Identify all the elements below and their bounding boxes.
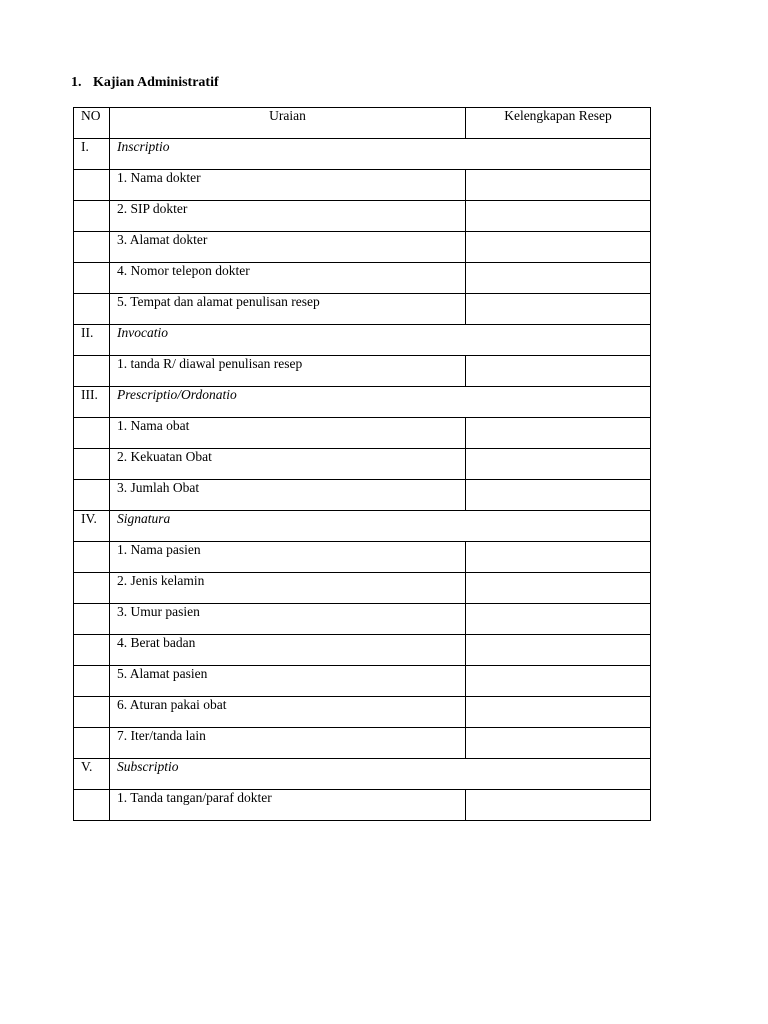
row-kelengkapan-cell[interactable]	[466, 356, 651, 387]
table-row	[74, 263, 651, 294]
section-number: V.	[74, 759, 110, 790]
table-row	[74, 356, 651, 387]
row-uraian-cell: 2. Kekuatan Obat	[110, 449, 466, 480]
section-heading	[71, 75, 219, 91]
table-row	[74, 604, 651, 635]
row-kelengkapan-cell[interactable]	[466, 573, 651, 604]
section-number: II.	[74, 325, 110, 356]
table-row	[74, 542, 651, 573]
header-kelengkapan-resep: Kelengkapan Resep	[466, 108, 651, 139]
row-kelengkapan-cell[interactable]	[466, 294, 651, 325]
row-kelengkapan-cell[interactable]	[466, 449, 651, 480]
table-row	[74, 201, 651, 232]
row-kelengkapan-cell[interactable]	[466, 170, 651, 201]
row-uraian-cell: 4. Berat badan	[110, 635, 466, 666]
row-kelengkapan-cell[interactable]	[466, 728, 651, 759]
row-no-cell	[74, 356, 110, 387]
table-row	[74, 573, 651, 604]
row-uraian-cell: 3. Umur pasien	[110, 604, 466, 635]
section-number: I.	[74, 139, 110, 170]
table-row	[74, 728, 651, 759]
row-uraian-cell: 1. Nama obat	[110, 418, 466, 449]
row-no-cell	[74, 480, 110, 511]
row-uraian-cell: 3. Jumlah Obat	[110, 480, 466, 511]
row-no-cell	[74, 604, 110, 635]
row-no-cell	[74, 573, 110, 604]
table-row	[74, 790, 651, 821]
row-uraian-cell: 1. tanda R/ diawal penulisan resep	[110, 356, 466, 387]
kajian-administratif-table	[73, 107, 651, 821]
table-body	[74, 139, 651, 821]
row-kelengkapan-cell[interactable]	[466, 480, 651, 511]
header-uraian: Uraian	[110, 108, 466, 139]
row-kelengkapan-cell[interactable]	[466, 263, 651, 294]
section-row	[74, 387, 651, 418]
row-no-cell	[74, 666, 110, 697]
table-row	[74, 449, 651, 480]
row-uraian-cell: 2. Jenis kelamin	[110, 573, 466, 604]
row-kelengkapan-cell[interactable]	[466, 790, 651, 821]
row-no-cell	[74, 728, 110, 759]
row-uraian-cell: 6. Aturan pakai obat	[110, 697, 466, 728]
row-kelengkapan-cell[interactable]	[466, 697, 651, 728]
section-title: Signatura	[110, 511, 651, 542]
table-header-row	[74, 108, 651, 139]
row-kelengkapan-cell[interactable]	[466, 232, 651, 263]
row-kelengkapan-cell[interactable]	[466, 635, 651, 666]
section-row	[74, 759, 651, 790]
section-heading-title: Kajian Administratif	[93, 75, 219, 90]
row-uraian-cell: 2. SIP dokter	[110, 201, 466, 232]
row-uraian-cell: 4. Nomor telepon dokter	[110, 263, 466, 294]
section-title: Prescriptio/Ordonatio	[110, 387, 651, 418]
row-uraian-cell: 3. Alamat dokter	[110, 232, 466, 263]
row-uraian-cell: 5. Tempat dan alamat penulisan resep	[110, 294, 466, 325]
row-no-cell	[74, 418, 110, 449]
section-number: IV.	[74, 511, 110, 542]
header-no: NO	[74, 108, 110, 139]
row-no-cell	[74, 294, 110, 325]
table-row	[74, 480, 651, 511]
table-row	[74, 418, 651, 449]
row-uraian-cell: 1. Nama pasien	[110, 542, 466, 573]
table-row	[74, 294, 651, 325]
row-no-cell	[74, 232, 110, 263]
row-uraian-cell: 7. Iter/tanda lain	[110, 728, 466, 759]
table-row	[74, 635, 651, 666]
section-title: Subscriptio	[110, 759, 651, 790]
section-title: Invocatio	[110, 325, 651, 356]
row-no-cell	[74, 201, 110, 232]
table-row	[74, 232, 651, 263]
row-kelengkapan-cell[interactable]	[466, 542, 651, 573]
row-kelengkapan-cell[interactable]	[466, 666, 651, 697]
row-kelengkapan-cell[interactable]	[466, 418, 651, 449]
row-no-cell	[74, 790, 110, 821]
row-uraian-cell: 5. Alamat pasien	[110, 666, 466, 697]
row-no-cell	[74, 697, 110, 728]
section-row	[74, 511, 651, 542]
row-kelengkapan-cell[interactable]	[466, 201, 651, 232]
section-row	[74, 325, 651, 356]
row-no-cell	[74, 542, 110, 573]
row-uraian-cell: 1. Tanda tangan/paraf dokter	[110, 790, 466, 821]
row-no-cell	[74, 635, 110, 666]
row-uraian-cell: 1. Nama dokter	[110, 170, 466, 201]
row-no-cell	[74, 449, 110, 480]
section-row	[74, 139, 651, 170]
row-no-cell	[74, 263, 110, 294]
row-kelengkapan-cell[interactable]	[466, 604, 651, 635]
section-heading-number: 1.	[71, 75, 82, 90]
table-row	[74, 666, 651, 697]
table-row	[74, 170, 651, 201]
table-row	[74, 697, 651, 728]
section-title: Inscriptio	[110, 139, 651, 170]
row-no-cell	[74, 170, 110, 201]
section-number: III.	[74, 387, 110, 418]
